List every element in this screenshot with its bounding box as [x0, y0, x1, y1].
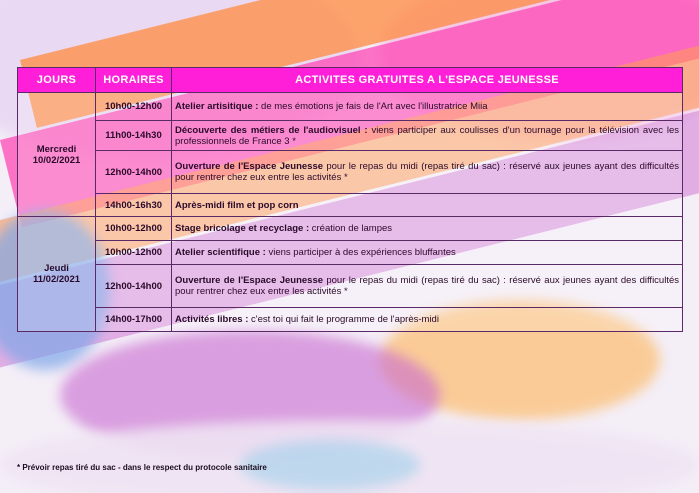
time-cell: 14h00-16h30 [96, 194, 172, 217]
header-jours: JOURS [18, 68, 96, 93]
time-cell: 10h00-12h00 [96, 93, 172, 121]
time-cell: 11h00-14h30 [96, 121, 172, 151]
activity-cell [172, 93, 683, 121]
activity-cell [172, 194, 683, 217]
activity-desc: pour le repas du midi (repas tiré du sac) : réservé aux jeunes ayant des difficultés pour rentrer chez eux entre les activités * [175, 275, 679, 297]
time-cell: 10h00-12h00 [96, 217, 172, 241]
activity-desc: création de lampes [309, 223, 393, 234]
activity-desc: de mes émotions je fais de l'Art avec l'illustratrice Miia [258, 101, 488, 112]
activity-cell [172, 217, 683, 241]
activity-title: Activités libres : [175, 314, 249, 325]
day-date: 11/02/2021 [32, 274, 81, 285]
activity-title: Atelier scientifique : [175, 247, 266, 258]
activity-desc: viens participer à des expériences bluffantes [265, 247, 456, 258]
table-header-row [18, 68, 683, 93]
table-row [18, 265, 683, 308]
activity-title: Ouverture de l'Espace Jeunesse [175, 161, 324, 172]
activity-desc: pour le repas du midi (repas tiré du sac) : réservé aux jeunes ayant des difficultés pour rentrer chez eux entre les activités * [175, 161, 679, 183]
time-cell: 10h00-12h00 [96, 241, 172, 265]
activity-cell [172, 151, 683, 194]
activity-desc: c'est toi qui fait le programme de l'après-midi [248, 314, 439, 325]
header-activites: ACTIVITES GRATUITES A L'ESPACE JEUNESSE [172, 68, 683, 93]
activity-desc: viens participer aux coulisses d'un tournage pour la télévision avec les professionnels de France 3 * [175, 124, 679, 147]
activities-table [17, 67, 683, 332]
day-date: 10/02/2021 [32, 154, 81, 166]
day-cell-jeudi [18, 217, 96, 332]
activity-title: Stage bricolage et recyclage : [175, 223, 310, 234]
activity-cell [172, 241, 683, 265]
time-cell: 12h00-14h00 [96, 151, 172, 194]
activity-cell [172, 121, 683, 151]
activity-cell [172, 265, 683, 308]
day-name: Jeudi [44, 263, 69, 274]
table-row [18, 241, 683, 265]
activity-cell [172, 308, 683, 332]
activity-title: Atelier artisitique : [175, 101, 259, 112]
footnote: * Prévoir repas tiré du sac - dans le respect du protocole sanitaire [17, 463, 267, 472]
time-cell: 12h00-14h00 [96, 265, 172, 308]
table-row [18, 93, 683, 121]
activity-title: Découverte des métiers de l'audiovisuel : [175, 124, 368, 136]
activity-title: Après-midi film et pop corn [175, 199, 299, 211]
day-cell-mercredi [18, 93, 96, 217]
day-name: Mercredi [36, 143, 77, 155]
table-row [18, 194, 683, 217]
table-row [18, 151, 683, 194]
table-row [18, 308, 683, 332]
time-cell: 14h00-17h00 [96, 308, 172, 332]
table-row [18, 217, 683, 241]
table-row [18, 121, 683, 151]
activity-title: Ouverture de l'Espace Jeunesse [175, 275, 324, 286]
header-horaires: HORAIRES [96, 68, 172, 93]
